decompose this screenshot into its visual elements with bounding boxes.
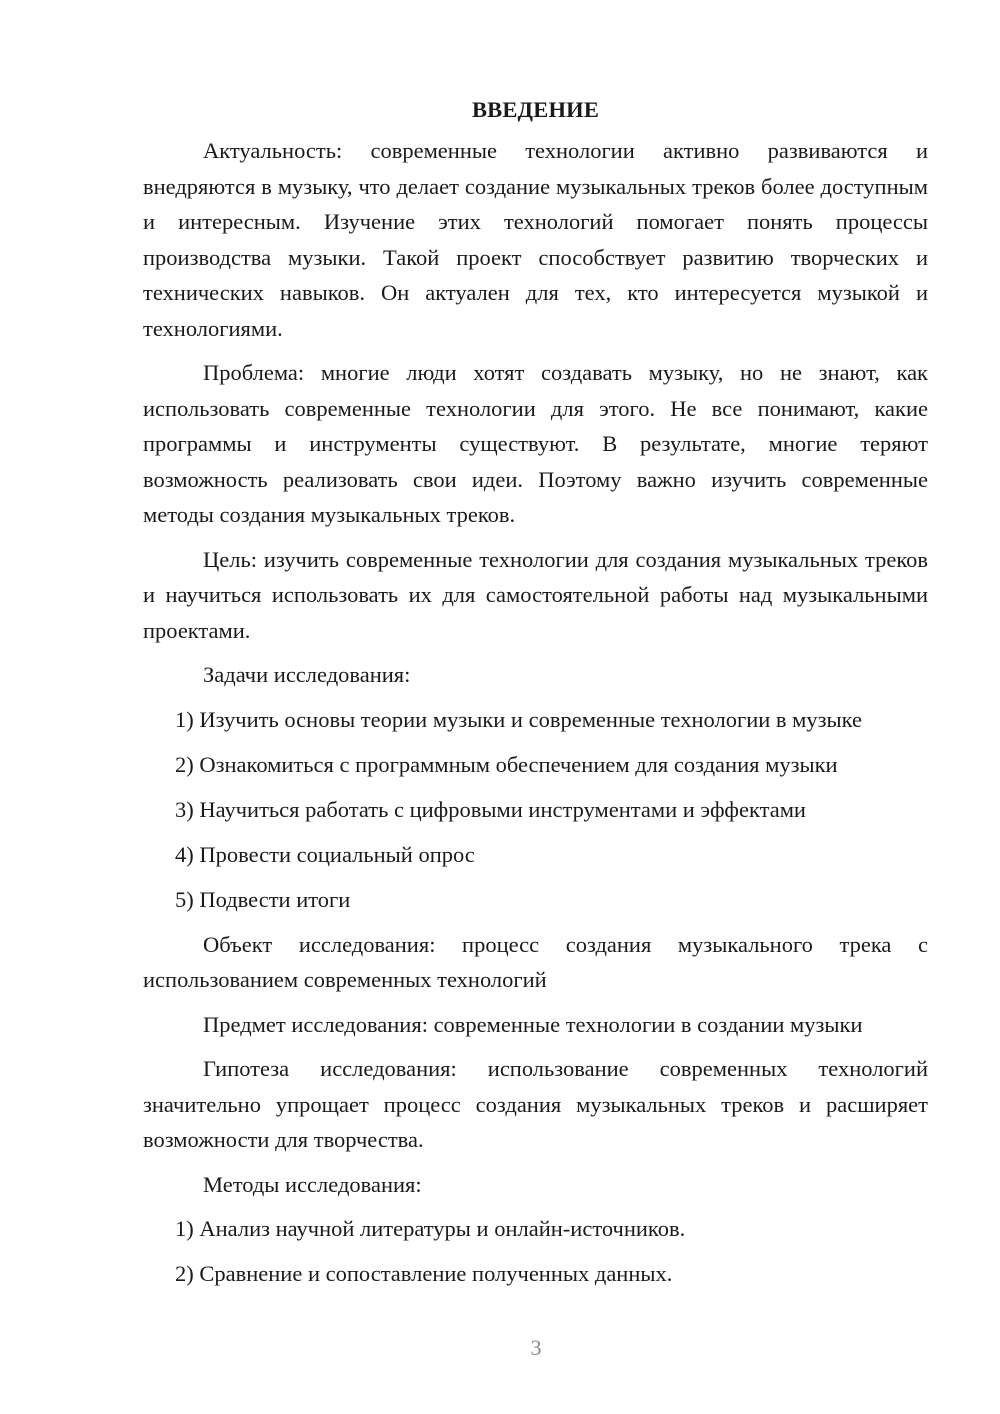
methods-heading: Методы исследования: [203, 1171, 422, 1197]
object-paragraph: Объект исследования: процесс создания музыкального трека с использованием современных технологий [143, 931, 928, 992]
list-item: 4) Провести социальный опрос [175, 841, 475, 867]
list-item: 5) Подвести итоги [175, 886, 351, 912]
list-item: 1) Изучить основы теории музыки и современные технологии в музыке [175, 706, 863, 732]
list-item: 2) Сравнение и сопоставление полученных данных. [175, 1261, 673, 1286]
tasks-list [143, 702, 928, 918]
list-item: 1) Анализ научной литературы и онлайн-источников. [175, 1216, 686, 1241]
problem-paragraph: Проблема: многие люди хотят создавать музыку, но не знают, как использовать современные технологии для этого. Не все понимают, какие программы и инструменты существуют. В результате, многие теряют возможность реализовать свои идеи. Поэтому важно изучить современные методы создания музыкальных треков. [143, 360, 928, 527]
page-number: 3 [530, 1335, 542, 1360]
subject-paragraph: Предмет исследования: современные технологии в создании музыки [203, 1011, 863, 1037]
hypothesis-paragraph: Гипотеза исследования: использование современных технологий значительно упрощает процесс создания музыкальных треков и расширяет возможности для творчества. [143, 1056, 928, 1152]
list-item: 2) Ознакомиться с программным обеспечением для создания музыки [175, 751, 838, 777]
list-item: 3) Научиться работать с цифровыми инструментами и эффектами [175, 796, 806, 822]
goal-paragraph: Цель: изучить современные технологии для создания музыкальных треков и научиться использовать их для самостоятельной работы над музыкальными проектами. [143, 546, 928, 643]
tasks-heading: Задачи исследования: [203, 662, 411, 687]
relevance-paragraph: Актуальность: современные технологии активно развиваются и внедряются в музыку, что делает создание музыкальных треков более доступным и интересным. Изучение этих технологий помогает понять процессы производства музыки. Такой проект способствует развитию творческих и технических навыков. Он актуален для тех, кто интересуется музыкой и технологиями. [143, 138, 928, 341]
section-title: ВВЕДЕНИЕ [471, 97, 600, 122]
page-content [143, 95, 928, 1301]
methods-list [143, 1211, 928, 1292]
